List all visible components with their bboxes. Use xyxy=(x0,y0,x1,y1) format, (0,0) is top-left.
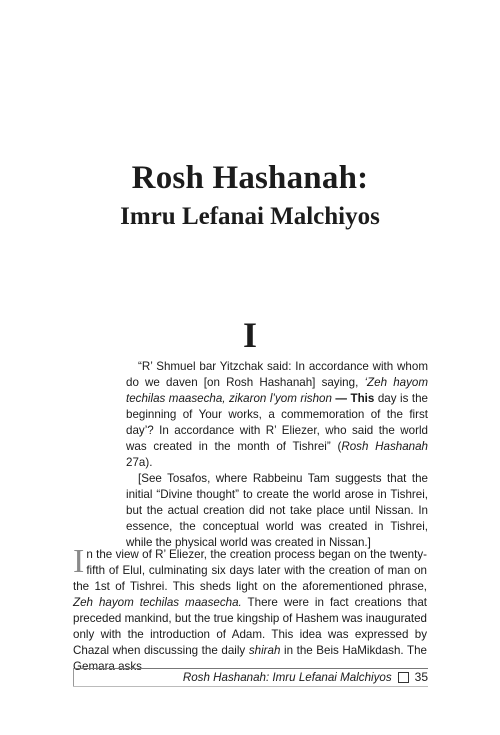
text-run: shirah xyxy=(248,644,281,657)
text-run: This xyxy=(350,392,375,405)
body-text xyxy=(73,543,427,675)
square-ornament-icon xyxy=(398,672,409,683)
text-run: Zeh hayom techilas maasecha. xyxy=(73,596,242,609)
quote-paragraph-2 xyxy=(126,471,428,551)
running-head: Rosh Hashanah: Imru Lefanai Malchiyos xyxy=(182,670,392,684)
page-number: 35 xyxy=(414,670,428,684)
drop-cap: I xyxy=(73,543,85,580)
page-footer xyxy=(183,670,428,684)
footer-rule-left xyxy=(73,668,74,687)
text-run: [See Tosafos, where Rabbeinu Tam suggests that the initial “Divine thought” to create the world arose in Tishrei, but the actual creation did not take place until Nissan. In essence, the conceptual world was created in Tishrei, while the physical world was created in Nissan.] xyxy=(126,472,428,549)
footer-rule-top xyxy=(73,668,428,669)
text-run: day is the beginning of Your works, a commemoration of the first day’? In accordance with R’ Eliezer, who said the world was created in the month of Tishrei” ( xyxy=(126,392,428,453)
text-run: ‘Zeh hayom techilas maasecha, zikaron l’yom rishon xyxy=(126,376,428,405)
body-paragraph-1-text xyxy=(73,543,427,673)
text-run: in the Beis HaMikdash. The Gemara asks xyxy=(73,644,427,673)
body-paragraph-1 xyxy=(73,543,427,675)
text-run: 27a). xyxy=(126,456,153,469)
text-run: — xyxy=(331,392,351,405)
footer-rule-bottom xyxy=(73,686,428,687)
chapter-title: Rosh Hashanah: xyxy=(131,160,369,196)
text-run: n the view of R’ Eliezer, the creation process began on the twenty-fifth of Elul, culminating six days later with the creation of man on the 1st of Tishrei. This sheds light on the aforementioned phrase, xyxy=(73,548,427,593)
text-run: Rosh Hashanah xyxy=(341,440,428,453)
block-quote xyxy=(126,359,428,551)
text-run: There were in fact creations that preceded mankind, but the true kingship of Hashem was inaugurated only with the introduction of Adam. This idea was expressed by Chazal when discussing the daily xyxy=(73,596,427,657)
text-run: “R’ Shmuel bar Yitzchak said: In accordance with whom do we daven [on Rosh Hashanah] saying, xyxy=(126,360,428,389)
chapter-subtitle: Imru Lefanai Malchiyos xyxy=(120,203,380,230)
section-numeral: I xyxy=(242,315,257,355)
quote-paragraph-1 xyxy=(126,359,428,471)
